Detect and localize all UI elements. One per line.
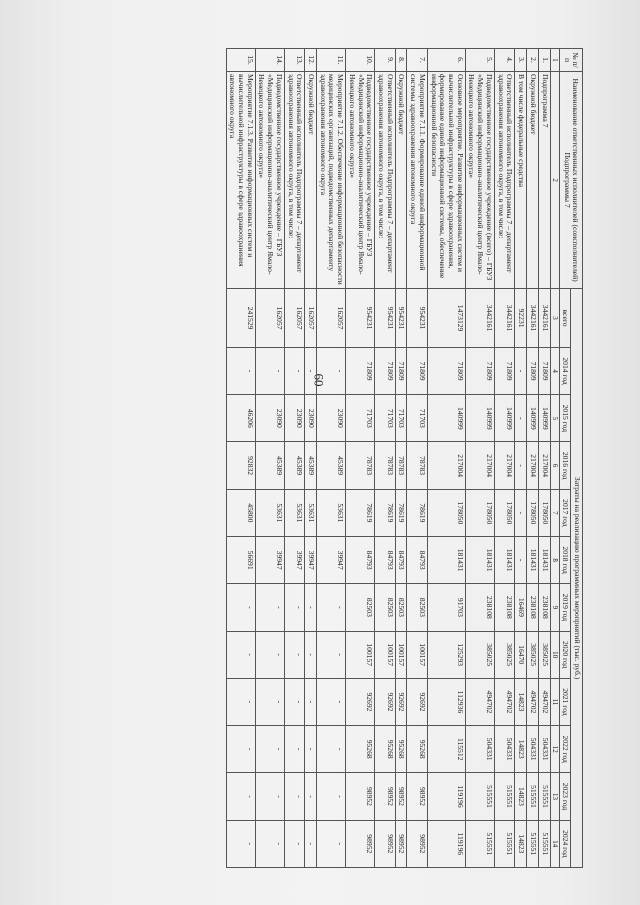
cost-cell: 515551 bbox=[527, 820, 539, 867]
cost-cell: 46206 bbox=[226, 395, 255, 442]
row-number: 12. bbox=[305, 49, 317, 72]
cost-cell: - bbox=[284, 726, 304, 773]
header-year: 2015 год bbox=[559, 395, 571, 442]
row-name: Мероприятие 7.1.3. Развитие информационных систем и вычислительной инфраструктуры в сфере здравоохранения автономного округа bbox=[226, 71, 255, 288]
cost-cell: - bbox=[316, 773, 345, 820]
cost-cell: 119196 bbox=[427, 773, 465, 820]
cost-cell: 45389 bbox=[305, 442, 317, 489]
row-name: Ответственный исполнитель Подпрограммы 7 – департамент здравоохранения автономного округа, в том числе: bbox=[375, 71, 395, 288]
cost-cell: 217004 bbox=[494, 442, 514, 489]
cost-cell: 954231 bbox=[395, 289, 407, 348]
cost-cell: - bbox=[305, 347, 317, 394]
cost-cell: 82503 bbox=[395, 584, 407, 631]
cost-cell: 92692 bbox=[375, 678, 395, 725]
cost-cell: 3442161 bbox=[494, 289, 514, 348]
row-number: 11. bbox=[316, 49, 345, 72]
table-row bbox=[255, 49, 284, 868]
cost-cell: - bbox=[316, 584, 345, 631]
cost-cell: 71809 bbox=[494, 347, 514, 394]
cost-cell: - bbox=[515, 442, 527, 489]
row-number: 1. bbox=[538, 49, 550, 72]
cost-cell: 39947 bbox=[255, 537, 284, 584]
cost-cell: 238108 bbox=[465, 584, 494, 631]
header-year: 2016 год bbox=[559, 442, 571, 489]
row-number: 13. bbox=[284, 49, 304, 72]
cost-cell: 45389 bbox=[316, 442, 345, 489]
table-row bbox=[375, 49, 395, 868]
row-name: Подпрограмма 7 bbox=[538, 71, 550, 288]
cost-cell: 78783 bbox=[375, 442, 395, 489]
cost-cell: 238108 bbox=[538, 584, 550, 631]
column-index: 11 bbox=[550, 678, 559, 725]
cost-cell: 53631 bbox=[284, 489, 304, 536]
cost-cell: - bbox=[226, 631, 255, 678]
cost-cell: 16469 bbox=[515, 584, 527, 631]
cost-cell: 78619 bbox=[395, 489, 407, 536]
cost-cell: 494702 bbox=[494, 678, 514, 725]
row-number: 3. bbox=[515, 49, 527, 72]
header-name: Наименование ответственных исполнителей (соисполнителей) Подпрограммы 7 bbox=[559, 71, 582, 288]
cost-cell: 515551 bbox=[494, 773, 514, 820]
cost-cell: 504331 bbox=[538, 726, 550, 773]
cost-cell: 71809 bbox=[346, 347, 375, 394]
cost-cell: 23090 bbox=[316, 395, 345, 442]
cost-cell: 71703 bbox=[395, 395, 407, 442]
cost-cell: 125293 bbox=[427, 631, 465, 678]
cost-cell: 140999 bbox=[538, 395, 550, 442]
cost-cell: 162057 bbox=[305, 289, 317, 348]
cost-cell: 23090 bbox=[255, 395, 284, 442]
table-row bbox=[407, 49, 427, 868]
cost-cell: 95268 bbox=[375, 726, 395, 773]
cost-cell: 178050 bbox=[538, 489, 550, 536]
cost-cell: 515551 bbox=[527, 773, 539, 820]
cost-cell: 71703 bbox=[346, 395, 375, 442]
cost-cell: - bbox=[255, 678, 284, 725]
cost-cell: 71809 bbox=[527, 347, 539, 394]
cost-cell: 140999 bbox=[427, 395, 465, 442]
cost-cell: 100157 bbox=[375, 631, 395, 678]
row-name: Подведомственное государственное учреждение – ГБУЗ «Медицинский информационно-аналитический центр Ямало-Ненецкого автономного округа» bbox=[346, 71, 375, 288]
row-name: Окружной бюджет bbox=[305, 71, 317, 288]
cost-cell: 23090 bbox=[305, 395, 317, 442]
cost-cell: 78783 bbox=[407, 442, 427, 489]
cost-cell: 92692 bbox=[407, 678, 427, 725]
cost-cell: 178050 bbox=[494, 489, 514, 536]
row-number: 15. bbox=[226, 49, 255, 72]
cost-cell: 162057 bbox=[255, 289, 284, 348]
table-row bbox=[316, 49, 345, 868]
cost-cell: 241529 bbox=[226, 289, 255, 348]
cost-cell: - bbox=[284, 347, 304, 394]
table-row bbox=[465, 49, 494, 868]
cost-cell: - bbox=[515, 537, 527, 584]
cost-cell: 92231 bbox=[515, 289, 527, 348]
column-index: 8 bbox=[550, 537, 559, 584]
cost-cell: 515551 bbox=[538, 773, 550, 820]
cost-cell: 39947 bbox=[316, 537, 345, 584]
cost-cell: - bbox=[305, 726, 317, 773]
column-index: 2 bbox=[550, 71, 559, 288]
cost-cell: 385025 bbox=[527, 631, 539, 678]
cost-cell: - bbox=[316, 678, 345, 725]
cost-cell: 98952 bbox=[407, 820, 427, 867]
cost-cell: - bbox=[305, 631, 317, 678]
cost-cell: 14823 bbox=[515, 726, 527, 773]
cost-cell: 504331 bbox=[494, 726, 514, 773]
cost-cell: 82503 bbox=[346, 584, 375, 631]
cost-cell: 98952 bbox=[375, 820, 395, 867]
cost-cell: 100157 bbox=[395, 631, 407, 678]
column-index: 14 bbox=[550, 820, 559, 867]
cost-cell: 71809 bbox=[465, 347, 494, 394]
cost-cell: 71809 bbox=[375, 347, 395, 394]
row-name: Мероприятие 7.1.1. Формирование единой информационной системы здравоохранения автономного округа bbox=[407, 71, 427, 288]
cost-cell: 115512 bbox=[427, 726, 465, 773]
row-number: 7. bbox=[407, 49, 427, 72]
cost-cell: 53631 bbox=[316, 489, 345, 536]
cost-cell: - bbox=[316, 820, 345, 867]
cost-cell: 95268 bbox=[407, 726, 427, 773]
cost-cell: 82503 bbox=[407, 584, 427, 631]
cost-cell: - bbox=[255, 773, 284, 820]
cost-cell: - bbox=[284, 584, 304, 631]
cost-cell: - bbox=[226, 773, 255, 820]
row-number: 9. bbox=[375, 49, 395, 72]
cost-cell: - bbox=[284, 820, 304, 867]
cost-cell: 954231 bbox=[375, 289, 395, 348]
column-index: 6 bbox=[550, 442, 559, 489]
column-index: 9 bbox=[550, 584, 559, 631]
row-name: Мероприятие 7.1.2. Обеспечение информационной безопасности медицинских организаций, подведомственных департаменту здравоохранения автономного округа bbox=[316, 71, 345, 288]
cost-cell: 119196 bbox=[427, 820, 465, 867]
cost-cell: 71809 bbox=[395, 347, 407, 394]
cost-cell: - bbox=[305, 584, 317, 631]
header-year: 2014 год bbox=[559, 347, 571, 394]
cost-cell: 78783 bbox=[395, 442, 407, 489]
cost-cell: 71809 bbox=[538, 347, 550, 394]
header-year: 2020 год bbox=[559, 631, 571, 678]
header-costs-title: Затраты на реализацию программных мероприятий (тыс. руб.) bbox=[571, 289, 583, 868]
table-row bbox=[494, 49, 514, 868]
cost-cell: - bbox=[305, 678, 317, 725]
row-number: 6. bbox=[427, 49, 465, 72]
cost-cell: 84793 bbox=[407, 537, 427, 584]
cost-cell: - bbox=[515, 395, 527, 442]
cost-cell: - bbox=[284, 631, 304, 678]
cost-cell: 3442161 bbox=[538, 289, 550, 348]
cost-cell: - bbox=[255, 347, 284, 394]
table-row bbox=[284, 49, 304, 868]
row-number: 14. bbox=[255, 49, 284, 72]
header-year: 2024 год bbox=[559, 820, 571, 867]
table-row bbox=[305, 49, 317, 868]
cost-cell: 98952 bbox=[395, 773, 407, 820]
cost-cell: 98952 bbox=[407, 773, 427, 820]
table-row bbox=[346, 49, 375, 868]
cost-cell: 504331 bbox=[465, 726, 494, 773]
cost-cell: - bbox=[255, 584, 284, 631]
cost-cell: - bbox=[316, 726, 345, 773]
cost-cell: 78783 bbox=[346, 442, 375, 489]
cost-cell: 181431 bbox=[494, 537, 514, 584]
cost-cell: 71809 bbox=[427, 347, 465, 394]
cost-cell: 162057 bbox=[316, 289, 345, 348]
cost-cell: 515551 bbox=[538, 820, 550, 867]
header-year: 2019 год bbox=[559, 584, 571, 631]
cost-cell: 140999 bbox=[494, 395, 514, 442]
row-name: Окружной бюджет bbox=[527, 71, 539, 288]
cost-cell: 494702 bbox=[465, 678, 494, 725]
cost-cell: 100157 bbox=[346, 631, 375, 678]
cost-cell: 178050 bbox=[527, 489, 539, 536]
cost-cell: 515551 bbox=[465, 820, 494, 867]
cost-cell: 53631 bbox=[255, 489, 284, 536]
cost-cell: 95268 bbox=[346, 726, 375, 773]
table-row bbox=[395, 49, 407, 868]
cost-cell: 78619 bbox=[346, 489, 375, 536]
cost-cell: 84793 bbox=[375, 537, 395, 584]
cost-cell: - bbox=[226, 820, 255, 867]
table-row bbox=[427, 49, 465, 868]
cost-cell: 92832 bbox=[226, 442, 255, 489]
cost-cell: 84793 bbox=[395, 537, 407, 584]
header-year: 2022 год bbox=[559, 726, 571, 773]
cost-cell: 181431 bbox=[538, 537, 550, 584]
cost-cell: 217004 bbox=[538, 442, 550, 489]
cost-cell: 494702 bbox=[527, 678, 539, 725]
cost-cell: 39947 bbox=[284, 537, 304, 584]
cost-cell: 98952 bbox=[346, 820, 375, 867]
cost-cell: - bbox=[226, 584, 255, 631]
cost-cell: 140999 bbox=[465, 395, 494, 442]
table-row bbox=[226, 49, 255, 868]
row-number: 4. bbox=[494, 49, 514, 72]
cost-cell: 98952 bbox=[346, 773, 375, 820]
row-name: Ответственный исполнитель Подпрограммы 7 – департамент здравоохранения автономного округа, в том числе: bbox=[494, 71, 514, 288]
column-index: 1 bbox=[550, 49, 559, 72]
cost-cell: - bbox=[515, 347, 527, 394]
cost-cell: 494702 bbox=[538, 678, 550, 725]
column-index: 5 bbox=[550, 395, 559, 442]
table-row bbox=[538, 49, 550, 868]
cost-cell: 112936 bbox=[427, 678, 465, 725]
column-index: 4 bbox=[550, 347, 559, 394]
row-number: 5. bbox=[465, 49, 494, 72]
cost-cell: 91703 bbox=[427, 584, 465, 631]
cost-cell: - bbox=[515, 489, 527, 536]
column-index: 13 bbox=[550, 773, 559, 820]
cost-cell: 82503 bbox=[375, 584, 395, 631]
row-name: Ответственный исполнитель Подпрограммы 7 – департамент здравоохранения автономного округа, в том числе: bbox=[284, 71, 304, 288]
rotated-table-container bbox=[83, 48, 583, 868]
cost-cell: 515551 bbox=[494, 820, 514, 867]
cost-cell: 14823 bbox=[515, 773, 527, 820]
cost-cell: 178050 bbox=[427, 489, 465, 536]
cost-cell: 92692 bbox=[395, 678, 407, 725]
cost-cell: 56691 bbox=[226, 537, 255, 584]
cost-cell: 181431 bbox=[527, 537, 539, 584]
cost-cell: 71703 bbox=[407, 395, 427, 442]
cost-cell: - bbox=[305, 773, 317, 820]
row-name: Подведомственное государственное учреждение (всего) – ГБУЗ «Медицинский информационно-аналитический центр Ямало-Ненецкого автономного округа» bbox=[465, 71, 494, 288]
row-name: Окружной бюджет bbox=[395, 71, 407, 288]
cost-cell: 39947 bbox=[305, 537, 317, 584]
header-year: 2017 год bbox=[559, 489, 571, 536]
cost-cell: 238108 bbox=[494, 584, 514, 631]
cost-cell: 217004 bbox=[527, 442, 539, 489]
header-year: 2021 год bbox=[559, 678, 571, 725]
cost-cell: - bbox=[226, 726, 255, 773]
cost-cell: 23090 bbox=[284, 395, 304, 442]
cost-cell: 78619 bbox=[407, 489, 427, 536]
row-number: 8. bbox=[395, 49, 407, 72]
cost-cell: 385025 bbox=[538, 631, 550, 678]
row-name: В том числе федеральные средства bbox=[515, 71, 527, 288]
cost-cell: - bbox=[255, 820, 284, 867]
header-year: 2018 год bbox=[559, 537, 571, 584]
cost-cell: 14823 bbox=[515, 678, 527, 725]
cost-cell: 84793 bbox=[346, 537, 375, 584]
cost-cell: - bbox=[226, 347, 255, 394]
column-index: 10 bbox=[550, 631, 559, 678]
cost-cell: 3442161 bbox=[527, 289, 539, 348]
cost-cell: - bbox=[255, 726, 284, 773]
cost-cell: 162057 bbox=[284, 289, 304, 348]
cost-cell: 181431 bbox=[465, 537, 494, 584]
cost-cell: 45800 bbox=[226, 489, 255, 536]
row-name: Основное мероприятие. Развитие информационных систем и вычислительной инфраструктуры в сфере здравоохранения, формирование единой информационной системы, обеспечение информационной безопасности bbox=[427, 71, 465, 288]
cost-cell: 3442161 bbox=[465, 289, 494, 348]
cost-cell: - bbox=[226, 678, 255, 725]
cost-cell: 14823 bbox=[515, 820, 527, 867]
cost-cell: 98952 bbox=[395, 820, 407, 867]
column-index: 3 bbox=[550, 289, 559, 348]
cost-cell: - bbox=[255, 631, 284, 678]
cost-cell: - bbox=[284, 773, 304, 820]
cost-cell: 140999 bbox=[527, 395, 539, 442]
cost-cell: 515551 bbox=[465, 773, 494, 820]
cost-cell: - bbox=[316, 347, 345, 394]
cost-cell: 385025 bbox=[494, 631, 514, 678]
costs-table bbox=[226, 48, 583, 868]
cost-cell: 45389 bbox=[255, 442, 284, 489]
cost-cell: 954231 bbox=[407, 289, 427, 348]
cost-cell: 71703 bbox=[375, 395, 395, 442]
table-row bbox=[515, 49, 527, 868]
cost-cell: - bbox=[316, 631, 345, 678]
cost-cell: 238108 bbox=[527, 584, 539, 631]
cost-cell: - bbox=[284, 678, 304, 725]
header-num: № п/п bbox=[559, 49, 582, 72]
table-row bbox=[527, 49, 539, 868]
cost-cell: 385025 bbox=[465, 631, 494, 678]
cost-cell: 92692 bbox=[346, 678, 375, 725]
page-number: 60 bbox=[311, 373, 327, 387]
row-number: 2. bbox=[527, 49, 539, 72]
cost-cell: 217004 bbox=[427, 442, 465, 489]
cost-cell: 954231 bbox=[346, 289, 375, 348]
cost-cell: 100157 bbox=[407, 631, 427, 678]
cost-cell: 95268 bbox=[395, 726, 407, 773]
column-index: 12 bbox=[550, 726, 559, 773]
cost-cell: 178050 bbox=[465, 489, 494, 536]
row-name: Подведомственное государственное учреждение – ГБУЗ «Медицинский информационно-аналитический центр Ямало-Ненецкого автономного округа» bbox=[255, 71, 284, 288]
cost-cell: 98952 bbox=[375, 773, 395, 820]
cost-cell: 78619 bbox=[375, 489, 395, 536]
cost-cell: 16470 bbox=[515, 631, 527, 678]
cost-cell: 181431 bbox=[427, 537, 465, 584]
cost-cell: 217004 bbox=[465, 442, 494, 489]
header-year: 2023 год bbox=[559, 773, 571, 820]
header-total: всего bbox=[559, 289, 571, 348]
cost-cell: - bbox=[305, 820, 317, 867]
cost-cell: 71809 bbox=[407, 347, 427, 394]
cost-cell: 53631 bbox=[305, 489, 317, 536]
row-number: 10. bbox=[346, 49, 375, 72]
cost-cell: 1473129 bbox=[427, 289, 465, 348]
cost-cell: 45389 bbox=[284, 442, 304, 489]
column-index: 7 bbox=[550, 489, 559, 536]
cost-cell: 504331 bbox=[527, 726, 539, 773]
